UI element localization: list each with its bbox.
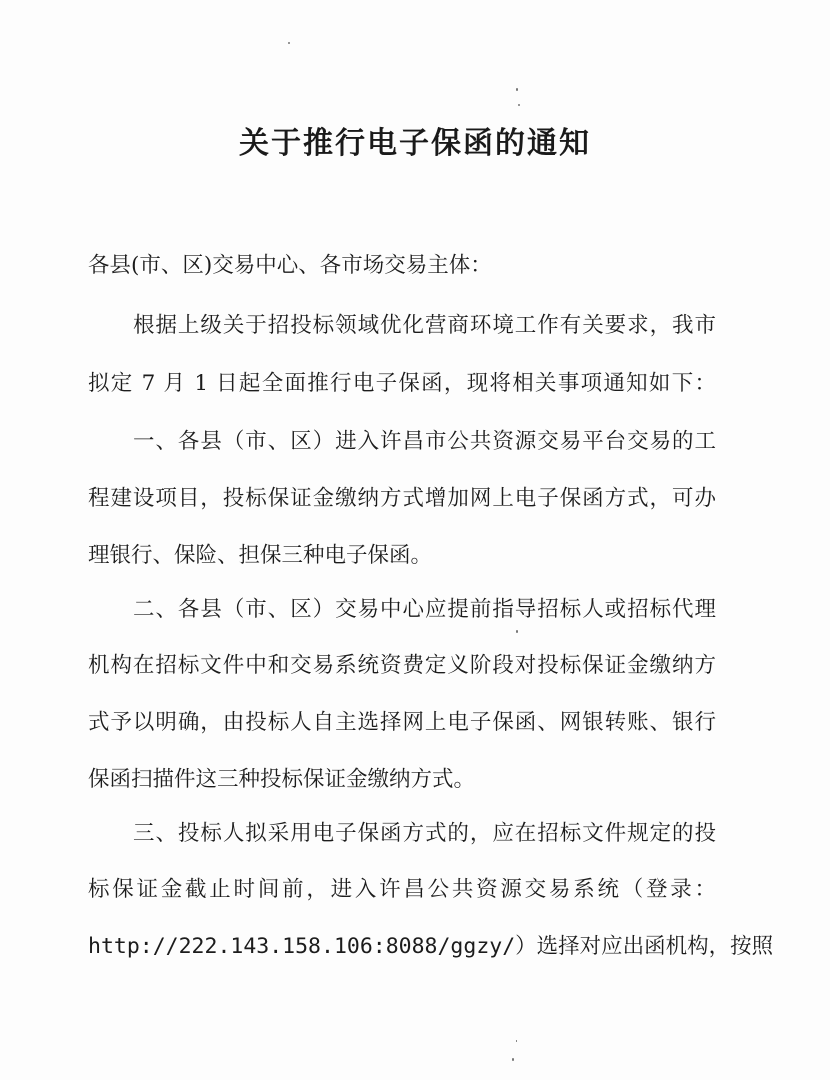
paragraph-line-url [88, 929, 774, 960]
paragraph-line: 机构在招标文件中和交易系统资费定义阶段对投标保证金缴纳方 [88, 653, 716, 678]
paragraph-line: 标保证金截止时间前，进入许昌公共资源交易系统（登录： [88, 877, 716, 902]
salutation: 各县(市、区)交易中心、各市场交易主体： [88, 253, 492, 278]
paragraph-line: 拟定 7 月 1 日起全面推行电子保函，现将相关事项通知如下： [88, 371, 716, 396]
scan-speck [516, 630, 518, 633]
paragraph-line: 三、投标人拟采用电子保函方式的，应在招标文件规定的投 [133, 821, 716, 846]
paragraph-line: 根据上级关于招投标领域优化营商环境工作有关要求，我市 [133, 313, 716, 338]
paragraph-line: 二、各县（市、区）交易中心应提前指导招标人或招标代理 [133, 597, 716, 622]
paragraph-line: 理银行、保险、担保三种电子保函。 [88, 543, 433, 568]
scan-speck [512, 1058, 514, 1061]
paragraph-line: 一、各县（市、区）进入许昌市公共资源交易平台交易的工 [133, 429, 716, 454]
url-line-rest: ）选择对应出函机构，按照 [515, 934, 774, 959]
login-url: http://222.143.158.106:8088/ggzy/ [88, 934, 516, 959]
scan-speck [288, 42, 290, 44]
scan-speck [518, 104, 520, 106]
scan-speck [516, 1040, 517, 1042]
document-title: 关于推行电子保函的通知 [239, 126, 591, 161]
paragraph-line: 保函扫描件这三种投标保证金缴纳方式。 [88, 767, 476, 792]
paragraph-line: 式予以明确，由投标人自主选择网上电子保函、网银转账、银行 [88, 710, 716, 735]
paragraph-line: 程建设项目，投标保证金缴纳方式增加网上电子保函方式，可办 [88, 486, 716, 511]
scan-speck [516, 88, 518, 91]
